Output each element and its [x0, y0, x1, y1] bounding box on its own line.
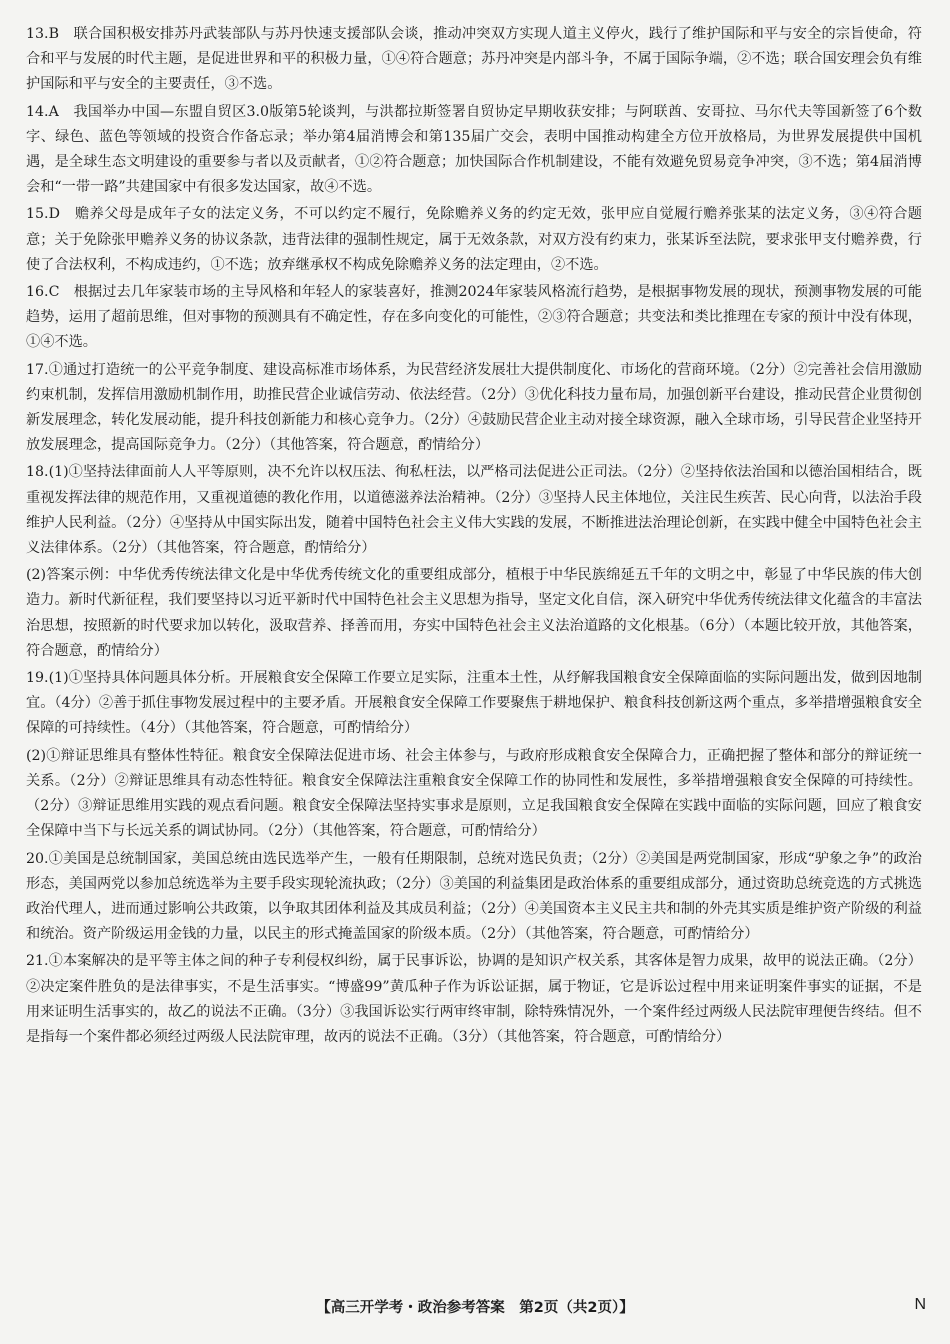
- answer-19-part2: (2)①辩证思维具有整体性特征。粮食安全保障法促进市场、社会主体参与，与政府形成粮食安全保障合力，正确把握了整体和部分的辩证统一关系。（2分）②辩证思维具有动态性特征。粮食安全保障法注重粮食安全保障工作的协同性和发展性，多举措增强粮食安全保障的可持续性。（2分）③辩证思维用实践的观点看问题。粮食安全保障法坚持实事求是原则，立足我国粮食安全保障在实践中面临的实际问题，回应了粮食安全保障中当下与长远关系的调试协同。（2分）（其他答案，符合题意，可酌情给分）: [26, 747, 922, 840]
- corner-mark: N: [914, 1296, 926, 1313]
- answer-21: 21.①本案解决的是平等主体之间的种子专利侵权纠纷，属于民事诉讼，协调的是知识产权关系，其客体是智力成果，故甲的说法正确。（2分）②决定案件胜负的是法律事实，不是生活事实。“博盛99”黄瓜种子作为诉讼证据，属于物证，它是诉讼过程中用来证明案件事实的证据，不是用来证明生活事实的，故乙的说法不正确。（3分）③我国诉讼实行两审终审制，除特殊情况外，一个案件经过两级人民法院审理便告终结。但不是指每一个案件都必须经过两级人民法院审理，故丙的说法不正确。（3分）（其他答案，符合题意，可酌情给分）: [26, 953, 922, 1045]
- answer-16: 16.C 根据过去几年家装市场的主导风格和年轻人的家装喜好，推测2024年家装风格流行趋势，是根据事物发展的现状，预测事物发展的可能趋势，运用了超前思维，但对事物的预测具有不确定性，存在多向变化的可能性，②③符合题意；共变法和类比推理在专家的预计中没有体现，①④不选。: [26, 284, 922, 351]
- answer-20: 20.①美国是总统制国家，美国总统由选民选举产生，一般有任期限制，总统对选民负责；（2分）②美国是两党制国家，形成“驴象之争”的政治形态，美国两党以参加总统选举为主要手段实现轮流执政；（2分）③美国的利益集团是政治体系的重要组成部分，通过资助总统竞选的方式挑选政治代理人，进而通过影响公共政策，以争取其团体利益及其成员利益；（2分）④美国资本主义民主共和制的外壳其实质是维护资产阶级的利益和统治。资产阶级运用金钱的力量，以民主的形式掩盖国家的阶级本质。（2分）（其他答案，符合题意，可酌情给分）: [26, 850, 922, 943]
- answer-19-part1: 19.(1)①坚持具体问题具体分析。开展粮食安全保障工作要立足实际，注重本土性，从纾解我国粮食安全保障面临的实际问题出发，做到因地制宜。（4分）②善于抓住事物发展过程中的主要矛盾。开展粮食安全保障工作要聚焦于耕地保护、粮食科技创新这两个重点，多举措增强粮食安全保障的可持续性。（4分）（其他答案，符合题意，可酌情给分）: [26, 670, 922, 737]
- answer-18-part1: 18.(1)①坚持法律面前人人平等原则，决不允许以权压法、徇私枉法，以严格司法促进公正司法。（2分）②坚持依法治国和以德治国相结合，既重视发挥法律的规范作用，又重视道德的教化作用，以道德滋养法治精神。（2分）③坚持人民主体地位，关注民生疾苦、民心向背，以法治手段维护人民利益。（2分）④坚持从中国实际出发，随着中国特色社会主义伟大实践的发展，不断推进法治理论创新，在实践中健全中国特色社会主义法律体系。（2分）（其他答案，符合题意，酌情给分）: [26, 464, 922, 557]
- answer-13: 13.B 联合国积极安排苏丹武装部队与苏丹快速支援部队会谈，推动冲突双方实现人道主义停火，践行了维护国际和平与安全的宗旨使命，符合和平与发展的时代主题，是促进世界和平的积极力量，①④符合题意；苏丹冲突是内部斗争，不属于国际争端，②不选；联合国安理会负有维护国际和平与安全的主要责任，③不选。: [26, 26, 922, 93]
- answer-18-part2: (2)答案示例：中华优秀传统法律文化是中华优秀传统文化的重要组成部分，植根于中华民族绵延五千年的文明之中，彰显了中华民族的伟大创造力。新时代新征程，我们要坚持以习近平新时代中国特色社会主义思想为指导，坚定文化自信，深入研究中华优秀传统法律文化蕴含的丰富法治思想，按照新的时代要求加以转化，汲取营养、择善而用，夯实中国特色社会主义法治道路的文化根基。（6分）（本题比较开放，其他答案，符合题意，酌情给分）: [26, 567, 922, 659]
- answer-15: 15.D 赡养父母是成年子女的法定义务，不可以约定不履行，免除赡养义务的约定无效，张甲应自觉履行赡养张某的法定义务，③④符合题意；关于免除张甲赡养义务的协议条款，违背法律的强制性规定，属于无效条款，对双方没有约束力，张某诉至法院，要求张甲支付赡养费，行使了合法权利，不构成违约，①不选；放弃继承权不构成免除赡养义务的法定理由，②不选。: [26, 206, 922, 273]
- page-footer: 【高三开学考・政治参考答案 第2页（共2页）】: [316, 1300, 634, 1316]
- answer-sheet: [26, 22, 922, 1050]
- answer-14: 14.A 我国举办中国—东盟自贸区3.0版第5轮谈判，与洪都拉斯签署自贸协定早期收获安排；与阿联酋、安哥拉、马尔代夫等国新签了6个数字、绿色、蓝色等领域的投资合作备忘录；举办第4届消博会和第135届广交会，表明中国推动构建全方位开放格局，为世界发展提供中国机遇，是全球生态文明建设的重要参与者以及贡献者，①②符合题意；加快国际合作机制建设，不能有效避免贸易竞争冲突，③不选；第4届消博会和“一带一路”共建国家中有很多发达国家，故④不选。: [26, 103, 922, 196]
- answer-17: 17.①通过打造统一的公平竞争制度、建设高标准市场体系，为民营经济发展壮大提供制度化、市场化的营商环境。（2分）②完善社会信用激励约束机制，发挥信用激励机制作用，助推民营企业诚信劳动、依法经营。（2分）③优化科技力量布局，加强创新平台建设，推动民营企业贯彻创新发展理念，转化发展动能，提升科技创新能力和核心竞争力。（2分）④鼓励民营企业主动对接全球资源，融入全球市场，引导民营企业坚持开放发展理念，提高国际竞争力。（2分）（其他答案，符合题意，酌情给分）: [26, 361, 922, 454]
